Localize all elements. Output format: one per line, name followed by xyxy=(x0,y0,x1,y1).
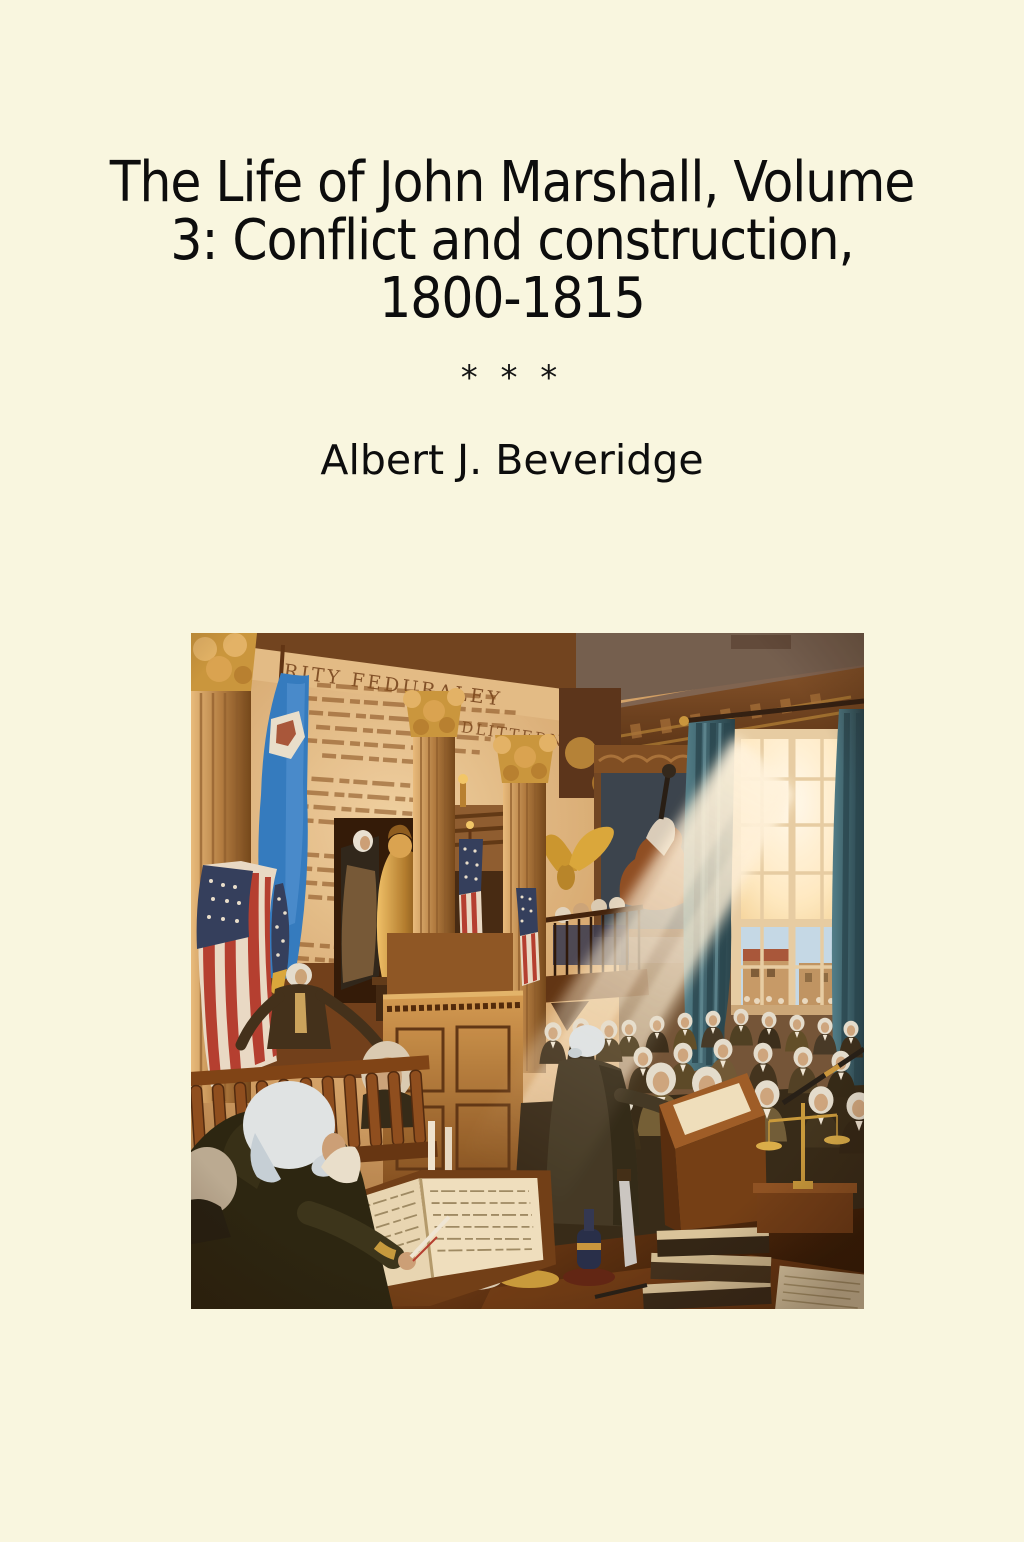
title-block xyxy=(0,150,1024,331)
book-title-line-1: The Life of John Marshall, Volume xyxy=(109,150,915,215)
author-name: Albert J. Beveridge xyxy=(320,436,704,484)
book-title xyxy=(0,150,1024,331)
cover-illustration xyxy=(191,633,864,1309)
title-separator: * * * xyxy=(460,358,564,398)
book-title-line-3: 1800-1815 xyxy=(379,266,645,331)
warm-tint xyxy=(191,633,864,1309)
book-title-line-2: 3: Conflict and construction, xyxy=(170,208,854,273)
